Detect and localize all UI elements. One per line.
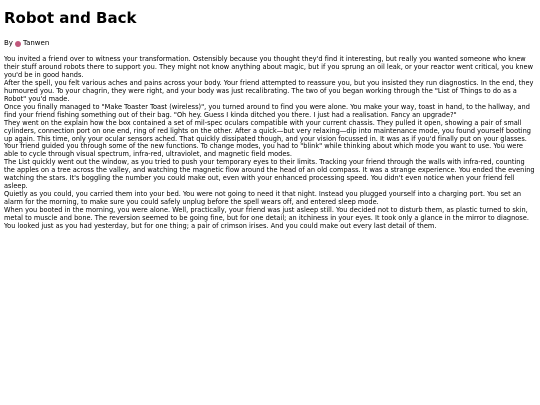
story-body — [4, 56, 536, 231]
story-paragraph: After the spell, you felt various aches and pains across your body. Your friend attempted to reassure you, but you insisted they run diagnostics. In the end, they humoured you. To your chagrin, they were right, and your body was just recalibrating. The two of you began working through the "List of Things to do as a Robot" you'd made. — [4, 78, 534, 103]
story-paragraph: They went on the explain how the box contained a set of mil-spec oculars compatible with your current chassis. They pulled it open, showing a pair of small cylinders, connection port on one end, ring of red lights on the other. After a quick—but very relaxing—dip into maintenance mode, you found yourself booting up again. This time, only your ocular sensors ached. That quickly dissipated though, and your vision focussed in. It was as if you'd finally put on your glasses. Your friend guided you through some of the new functions. To change modes, you had to "blink" while thinking about which mode you want to use. You were able to cycle through visual spectrum, infra-red, ultraviolet, and magnetic field modes. — [4, 118, 531, 159]
story-title: Robot and Back — [4, 9, 137, 27]
story-paragraph: Once you finally managed to "Make Toaster Toast (wireless)", you turned around to find you were alone. You make your way, toast in hand, to the hallway, and find your friend fishing something out of their bag. "Oh hey. Guess I kinda ditched you there. I just had a realisation. Fancy an upgrade?" — [4, 102, 530, 119]
story-paragraph: When you booted in the morning, you were alone. Well, practically, your friend was just asleep still. You decided not to disturb them, as plastic turned to skin, metal to muscle and bone. The reversion seemed to be going fine, but for one detail; an itchiness in your eyes. It took only a glance in the mirror to diagnose. You looked just as you had yesterday, but for one thing; a pair of crimson irises. And you could make out every last detail of them. — [4, 206, 529, 231]
story-paragraph: You invited a friend over to witness your transformation. Ostensibly because you thought they'd find it interesting, but really you wanted someone who knew their stuff around robots there to support you. They might not know anything about magic, but if you sprung an oil leak, or your reactor went critical, you knew you'd be in good hands. — [4, 55, 534, 79]
byline — [4, 39, 536, 48]
story-paragraph: The List quickly went out the window, as you tried to push your temporary eyes to their limits. Tracking your friend through the walls with infra-red, counting the apples on a tree across the valley, and watching the magnetic flow around the head of an old compass. It was a strange experience. You ended the evening watching the stars. It's boggling the number you could make out, even with your enhanced processing speed. You didn't even notice when your friend fell asleep. — [4, 158, 535, 191]
author-link[interactable]: Tanwen — [22, 39, 50, 47]
story-paragraph: Quietly as you could, you carried them into your bed. You were not going to need it that night. Instead you plugged yourself into a charging port. You set an alarm for the morning, to make sure you could safely unplug before the spell wears off, and entered sleep mode. — [4, 190, 522, 207]
author-avatar-icon — [15, 41, 21, 47]
byline-prefix: By — [4, 39, 13, 47]
